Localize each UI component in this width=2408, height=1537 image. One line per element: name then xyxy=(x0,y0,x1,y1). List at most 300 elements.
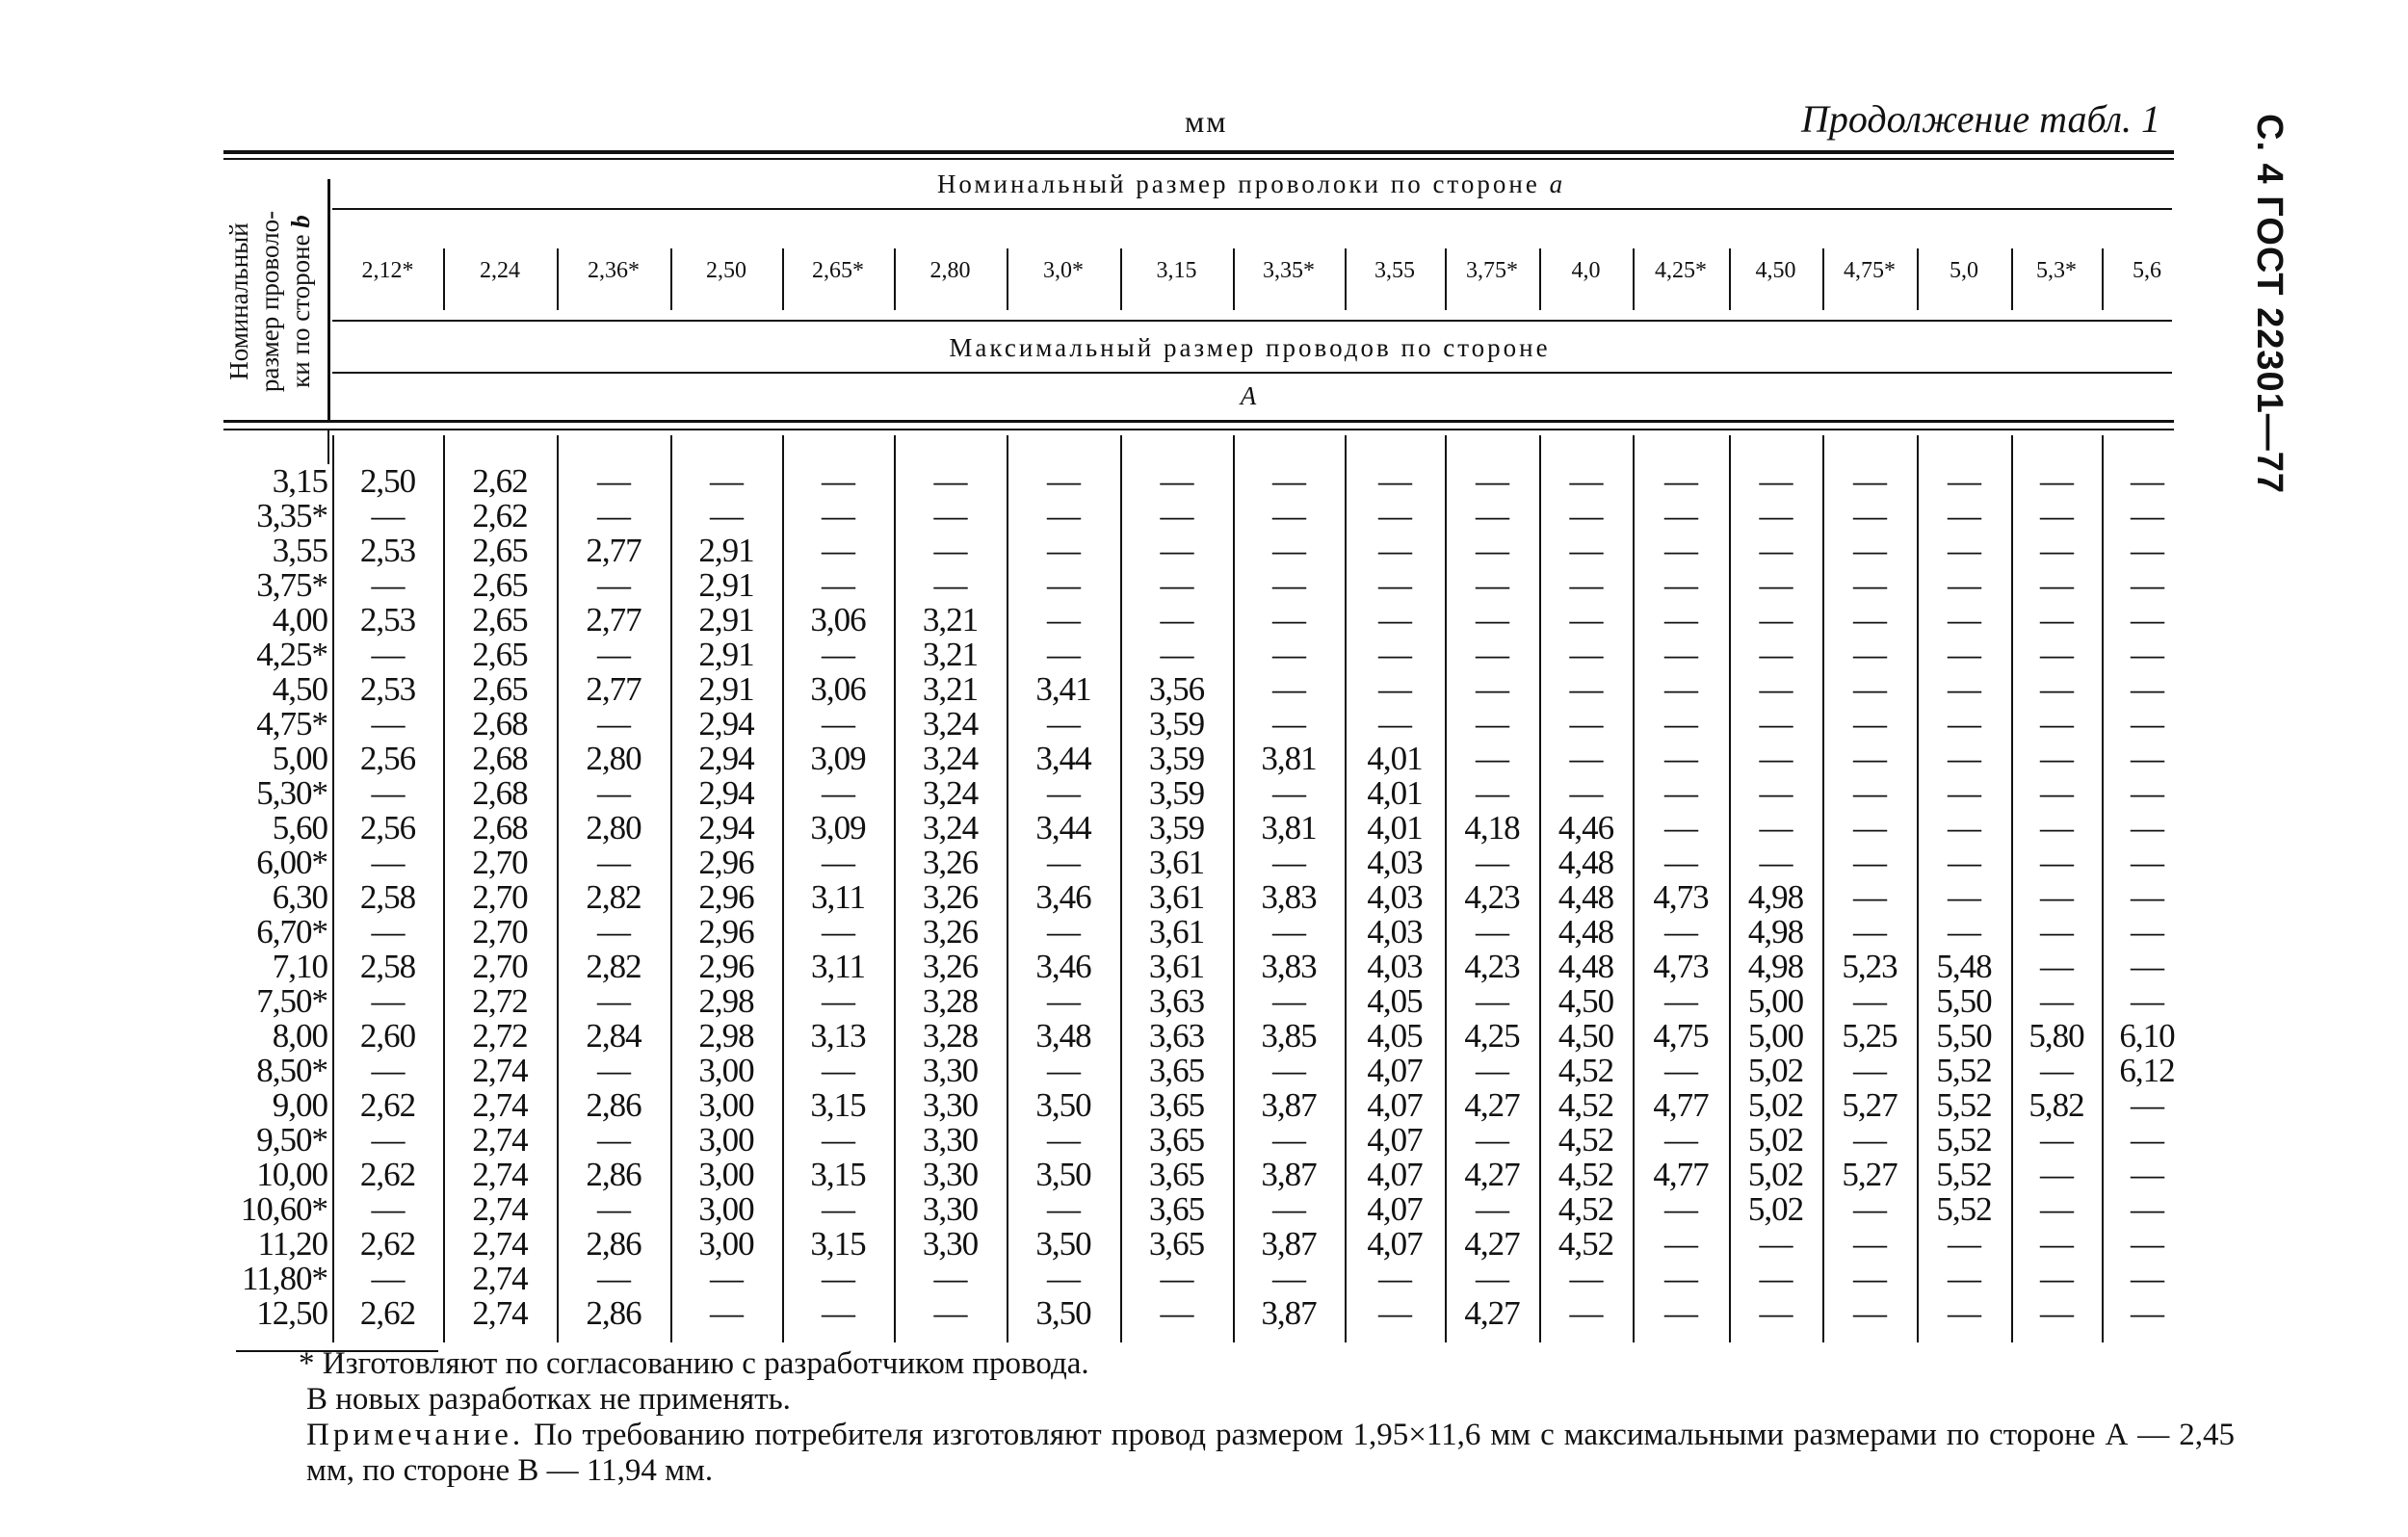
table-cell: 3,63 xyxy=(1148,1017,1205,1055)
table-cell: 3,50 xyxy=(1035,1225,1091,1263)
table-cell: 4,03 xyxy=(1367,948,1423,985)
table-cell: — xyxy=(1759,532,1793,569)
row-label: 3,15 xyxy=(272,462,327,500)
table-cell: — xyxy=(2131,1156,2163,1193)
table-cell: — xyxy=(1476,497,1508,534)
table-cell: — xyxy=(2131,497,2163,534)
table-cell: 3,65 xyxy=(1148,1190,1205,1228)
row-label: 6,70* xyxy=(256,913,327,951)
table-cell: 5,52 xyxy=(1936,1052,1992,1089)
table-cell: 2,74 xyxy=(472,1156,528,1193)
table-cell: — xyxy=(1569,670,1603,708)
table-cell: — xyxy=(1948,878,1980,916)
table-cell: 3,09 xyxy=(810,740,866,777)
column-header: 4,25* xyxy=(1655,258,1707,283)
table-cell: 2,56 xyxy=(359,740,416,777)
note-label: Примечание. xyxy=(306,1418,525,1452)
table-cell: — xyxy=(1378,532,1411,569)
table-cell: 2,86 xyxy=(586,1225,641,1263)
table-cell: — xyxy=(2040,532,2073,569)
table-cell: — xyxy=(822,1294,854,1332)
top-band-text: Номинальный размер проволоки по стороне xyxy=(936,169,1540,198)
table-cell: 3,06 xyxy=(810,601,866,638)
column-header: 3,0* xyxy=(1043,258,1084,283)
table-cell: — xyxy=(1664,566,1697,604)
table-cell: — xyxy=(2040,566,2073,604)
table-cell: — xyxy=(1272,774,1305,812)
table-cell: — xyxy=(1759,774,1793,812)
table-cell: — xyxy=(1476,670,1508,708)
table-cell: — xyxy=(822,705,854,742)
column-header: 5,0 xyxy=(1950,258,1978,283)
table-cell: — xyxy=(1476,1260,1508,1297)
table-cell: — xyxy=(1047,462,1080,500)
table-cell: — xyxy=(1047,636,1080,673)
table-cell: — xyxy=(1160,636,1193,673)
table-cell: 2,62 xyxy=(359,1225,416,1263)
mid-band: Максимальный размер проводов по стороне xyxy=(949,333,1551,362)
general-note xyxy=(289,1418,2235,1489)
column-divider xyxy=(1345,248,1347,310)
table-cell: 3,00 xyxy=(698,1052,754,1089)
table-cell: 2,98 xyxy=(698,1017,754,1055)
table-cell: 4,23 xyxy=(1464,948,1520,985)
table-cell: — xyxy=(822,774,854,812)
table-cell: 3,59 xyxy=(1148,705,1205,742)
table-cell: — xyxy=(1664,705,1697,742)
table-cell: 5,27 xyxy=(1842,1086,1898,1124)
table-cell: — xyxy=(1664,740,1697,777)
table-cell: 4,03 xyxy=(1367,844,1423,881)
table-cell: — xyxy=(1378,670,1411,708)
column-header: 3,55 xyxy=(1374,258,1415,283)
table-cell: — xyxy=(933,532,967,569)
table-cell: — xyxy=(1476,1121,1508,1159)
table-cell: — xyxy=(371,1121,405,1159)
row-label: 12,50 xyxy=(256,1294,327,1332)
table-cell: 2,65 xyxy=(472,636,528,673)
row-header-line: ки по стороне xyxy=(286,234,315,388)
table-cell: 3,30 xyxy=(922,1052,979,1089)
table-cell: 5,48 xyxy=(1936,948,1992,985)
table-cell: 3,59 xyxy=(1148,740,1205,777)
table-cell: — xyxy=(2040,948,2073,985)
table-cell: — xyxy=(2040,1156,2073,1193)
table-cell: — xyxy=(1948,913,1980,951)
table-cell: — xyxy=(2040,878,2073,916)
table-cell: 3,65 xyxy=(1148,1225,1205,1263)
table-cell: 4,52 xyxy=(1557,1225,1614,1263)
table-cell: 4,01 xyxy=(1367,774,1423,812)
table-cell: — xyxy=(1476,844,1508,881)
table-cell: 2,96 xyxy=(698,844,754,881)
table-cell: 3,87 xyxy=(1261,1294,1317,1332)
column-divider xyxy=(1007,248,1008,310)
table-cell: 3,24 xyxy=(922,809,979,847)
table-cell: 4,98 xyxy=(1747,913,1804,951)
table-cell: 4,73 xyxy=(1653,878,1709,916)
row-label: 11,80* xyxy=(242,1260,327,1297)
table-cell: — xyxy=(2040,982,2073,1020)
table-cell: 4,77 xyxy=(1653,1156,1709,1193)
table-cell: — xyxy=(1272,636,1305,673)
table-cell: 5,50 xyxy=(1936,982,1992,1020)
table-cell: 3,13 xyxy=(810,1017,866,1055)
table-cell: 3,46 xyxy=(1035,948,1091,985)
table-cell: 4,01 xyxy=(1367,809,1423,847)
page-side-label: С. 4 ГОСТ 22301—77 xyxy=(2249,114,2290,495)
table-cell: — xyxy=(371,1190,405,1228)
table-cell: — xyxy=(1853,670,1886,708)
table-cell: 3,26 xyxy=(922,844,979,881)
table-cell: — xyxy=(597,705,630,742)
table-cell: — xyxy=(1664,636,1697,673)
table-cell: 3,44 xyxy=(1035,740,1091,777)
table-cell: 2,74 xyxy=(472,1086,528,1124)
column-header: 3,75* xyxy=(1466,258,1518,283)
table-cell: 2,65 xyxy=(472,566,528,604)
table-cell: 3,30 xyxy=(922,1156,979,1193)
table-cell: — xyxy=(710,497,743,534)
table-cell: — xyxy=(822,532,854,569)
table-cell: 4,48 xyxy=(1557,844,1614,881)
table-cell: 2,58 xyxy=(359,948,416,985)
table-cell: 2,91 xyxy=(698,670,754,708)
table-cell: — xyxy=(371,844,405,881)
table-cell: 4,01 xyxy=(1367,740,1423,777)
column-divider xyxy=(1120,435,1122,1342)
table-cell: 3,15 xyxy=(810,1156,866,1193)
table-cell: — xyxy=(1664,1260,1697,1297)
row-label: 4,00 xyxy=(272,601,327,638)
table-cell: — xyxy=(1272,1121,1305,1159)
table-cell: — xyxy=(597,982,630,1020)
table-cell: — xyxy=(1160,462,1193,500)
table-cell: — xyxy=(1759,670,1793,708)
table-cell: 2,62 xyxy=(472,462,528,500)
table-cell: 2,96 xyxy=(698,948,754,985)
table-cell: 3,26 xyxy=(922,948,979,985)
table-cell: — xyxy=(2040,462,2073,500)
table-cell: — xyxy=(933,566,967,604)
table-cell: — xyxy=(1948,1294,1980,1332)
table-cell: 5,02 xyxy=(1747,1121,1804,1159)
table-cell: — xyxy=(1272,844,1305,881)
table-cell: — xyxy=(2040,844,2073,881)
table-cell: — xyxy=(1664,1121,1697,1159)
table-cell: — xyxy=(597,913,630,951)
table-cell: — xyxy=(597,462,630,500)
table-cell: — xyxy=(1272,1190,1305,1228)
table-cell: 3,61 xyxy=(1148,913,1205,951)
table-cell: — xyxy=(597,497,630,534)
table-cell: — xyxy=(1476,1052,1508,1089)
row-label: 3,35* xyxy=(256,497,327,534)
table-cell: 3,61 xyxy=(1148,844,1205,881)
table-cell: 2,72 xyxy=(472,982,528,1020)
table-cell: 3,41 xyxy=(1035,670,1091,708)
table-cell: 3,65 xyxy=(1148,1121,1205,1159)
stub-divider xyxy=(332,435,334,1342)
table-cell: — xyxy=(1378,705,1411,742)
table-cell: — xyxy=(371,982,405,1020)
table-cell: — xyxy=(597,636,630,673)
table-cell: 4,73 xyxy=(1653,948,1709,985)
table-cell: 4,52 xyxy=(1557,1121,1614,1159)
table-cell: 6,12 xyxy=(2119,1052,2175,1089)
table-cell: 3,81 xyxy=(1261,809,1317,847)
bottom-band: А xyxy=(1240,381,1260,410)
row-header-variable: b xyxy=(286,215,315,228)
table-cell: — xyxy=(2131,982,2163,1020)
table-cell: 4,25 xyxy=(1464,1017,1520,1055)
table-cell: — xyxy=(2131,913,2163,951)
table-cell: 4,07 xyxy=(1367,1121,1423,1159)
table-cell: — xyxy=(597,774,630,812)
table-cell: — xyxy=(2131,705,2163,742)
table-cell: 3,65 xyxy=(1148,1086,1205,1124)
table-cell: 3,50 xyxy=(1035,1156,1091,1193)
table-cell: — xyxy=(2040,740,2073,777)
table-cell: 2,58 xyxy=(359,878,416,916)
table-cell: 3,24 xyxy=(922,740,979,777)
table-cell: — xyxy=(933,462,967,500)
table-cell: 2,82 xyxy=(586,948,641,985)
table-cell: — xyxy=(1569,601,1603,638)
top-rule xyxy=(223,150,2174,154)
table-cell: 4,48 xyxy=(1557,878,1614,916)
table-cell: — xyxy=(1664,809,1697,847)
table-cell: — xyxy=(1664,497,1697,534)
column-divider xyxy=(782,435,784,1342)
table-cell: — xyxy=(2040,1190,2073,1228)
table-cell: 4,52 xyxy=(1557,1052,1614,1089)
table-cell: 3,00 xyxy=(698,1156,754,1193)
table-cell: 4,18 xyxy=(1464,809,1520,847)
table-cell: 3,11 xyxy=(811,948,865,985)
table-cell: 2,91 xyxy=(698,601,754,638)
table-cell: — xyxy=(1759,809,1793,847)
table-cell: 4,03 xyxy=(1367,878,1423,916)
table-cell: — xyxy=(1948,566,1980,604)
table-cell: 5,00 xyxy=(1747,1017,1804,1055)
table-cell: — xyxy=(1047,1052,1080,1089)
table-cell: — xyxy=(822,462,854,500)
table-cell: 3,81 xyxy=(1261,740,1317,777)
table-cell: 3,21 xyxy=(922,601,979,638)
table-cell: — xyxy=(2131,566,2163,604)
table-cell: — xyxy=(1047,774,1080,812)
table-cell: — xyxy=(1759,705,1793,742)
top-band xyxy=(332,169,2167,199)
table-cell: — xyxy=(1853,1190,1886,1228)
table-cell: 2,77 xyxy=(586,601,641,638)
row-label: 6,00* xyxy=(256,844,327,881)
table-cell: — xyxy=(1853,982,1886,1020)
row-label: 11,20 xyxy=(257,1225,327,1263)
table-cell: — xyxy=(2131,1225,2163,1263)
table-cell: — xyxy=(1759,1225,1793,1263)
table-cell: 4,98 xyxy=(1747,878,1804,916)
table-cell: 5,02 xyxy=(1747,1086,1804,1124)
table-cell: — xyxy=(2131,1121,2163,1159)
header-bottom-rule-thin xyxy=(223,429,2174,430)
table-cell: 3,56 xyxy=(1148,670,1205,708)
table-cell: — xyxy=(1047,1121,1080,1159)
row-header-divider xyxy=(327,179,330,420)
table-cell: 5,02 xyxy=(1747,1190,1804,1228)
table-cell: 2,86 xyxy=(586,1156,641,1193)
table-cell: — xyxy=(1047,1190,1080,1228)
table-cell: — xyxy=(1948,844,1980,881)
table-cell: — xyxy=(1853,809,1886,847)
table-cell: 2,91 xyxy=(698,566,754,604)
row-label: 5,60 xyxy=(272,809,327,847)
table-cell: — xyxy=(2131,809,2163,847)
table-cell: — xyxy=(371,636,405,673)
table-cell: — xyxy=(1948,1260,1980,1297)
table-cell: 3,00 xyxy=(698,1190,754,1228)
table-cell: 5,02 xyxy=(1747,1052,1804,1089)
column-header: 5,3* xyxy=(2036,258,2077,283)
table-cell: — xyxy=(597,1052,630,1089)
column-divider xyxy=(1445,435,1447,1342)
column-header: 5,6 xyxy=(2133,258,2161,283)
table-cell: — xyxy=(1476,705,1508,742)
table-cell: — xyxy=(1272,1052,1305,1089)
table-cell: — xyxy=(2040,1260,2073,1297)
table-cell: 2,62 xyxy=(359,1156,416,1193)
table-cell: — xyxy=(371,1260,405,1297)
table-cell: — xyxy=(1664,1225,1697,1263)
table-cell: — xyxy=(822,982,854,1020)
column-divider xyxy=(1917,435,1919,1342)
table-cell: 2,94 xyxy=(698,809,754,847)
table-cell: — xyxy=(1853,566,1886,604)
table-cell: — xyxy=(2040,601,2073,638)
table-cell: 3,61 xyxy=(1148,948,1205,985)
table-cell: 2,53 xyxy=(359,532,416,569)
table-cell: 2,60 xyxy=(359,1017,416,1055)
table-cell: — xyxy=(1272,497,1305,534)
table-cell: 2,56 xyxy=(359,809,416,847)
table-cell: 2,82 xyxy=(586,878,641,916)
table-cell: 3,65 xyxy=(1148,1052,1205,1089)
table-cell: 2,65 xyxy=(472,670,528,708)
column-divider xyxy=(894,248,896,310)
table-cell: 4,50 xyxy=(1557,1017,1614,1055)
table-cell: — xyxy=(1476,982,1508,1020)
table-cell: — xyxy=(1476,740,1508,777)
table-cell: 2,96 xyxy=(698,878,754,916)
table-cell: 2,70 xyxy=(472,948,528,985)
column-divider xyxy=(2102,248,2104,310)
table-cell: — xyxy=(933,1294,967,1332)
table-cell: — xyxy=(710,462,743,500)
row-label: 10,60* xyxy=(240,1190,327,1228)
table-cell: — xyxy=(1853,1121,1886,1159)
table-cell: 4,07 xyxy=(1367,1086,1423,1124)
table-cell: 2,70 xyxy=(472,844,528,881)
table-cell: — xyxy=(371,774,405,812)
table-cell: — xyxy=(1853,462,1886,500)
table-cell: — xyxy=(2131,878,2163,916)
column-header: 4,0 xyxy=(1571,258,1601,283)
table-cell: 3,15 xyxy=(810,1086,866,1124)
table-cell: 3,59 xyxy=(1148,774,1205,812)
table-cell: 4,50 xyxy=(1557,982,1614,1020)
table-cell: — xyxy=(1569,774,1603,812)
table-cell: — xyxy=(1047,497,1080,534)
row-label: 10,00 xyxy=(256,1156,327,1193)
table-cell: — xyxy=(2131,774,2163,812)
table-cell: — xyxy=(1272,982,1305,1020)
table-cell: — xyxy=(1569,740,1603,777)
table-cell: 4,52 xyxy=(1557,1086,1614,1124)
table-cell: 2,68 xyxy=(472,809,528,847)
table-cell: — xyxy=(1948,670,1980,708)
row-label: 4,75* xyxy=(256,705,327,742)
table-cell: 4,27 xyxy=(1464,1086,1520,1124)
table-cell: 2,94 xyxy=(698,774,754,812)
table-cell: — xyxy=(1853,705,1886,742)
top-rule-thin xyxy=(223,158,2174,160)
table-cell: 3,09 xyxy=(810,809,866,847)
column-header: 2,12* xyxy=(361,258,414,283)
column-header: 2,36* xyxy=(588,258,640,283)
table-cell: — xyxy=(1476,601,1508,638)
table-cell: 5,02 xyxy=(1747,1156,1804,1193)
table-cell: 5,52 xyxy=(1936,1190,1992,1228)
table-cell: — xyxy=(2131,532,2163,569)
table-cell: — xyxy=(2131,948,2163,985)
table-cell: 4,27 xyxy=(1464,1294,1520,1332)
note-text: По требованию потребителя изготовляют провод размером 1,95×11,6 мм с максимальными размерами по стороне А — 2,45 мм, по стороне В — 11,94 мм. xyxy=(306,1418,2235,1488)
table-cell: — xyxy=(1759,844,1793,881)
table-cell: 2,84 xyxy=(586,1017,641,1055)
table-cell: — xyxy=(371,566,405,604)
table-cell: — xyxy=(1948,1225,1980,1263)
table-cell: 4,27 xyxy=(1464,1156,1520,1193)
table-cell: — xyxy=(1272,670,1305,708)
column-divider xyxy=(782,248,784,310)
table-cell: — xyxy=(1378,497,1411,534)
table-cell: — xyxy=(2040,705,2073,742)
row-label: 7,50* xyxy=(256,982,327,1020)
column-header: 3,15 xyxy=(1156,258,1197,283)
table-cell: 5,52 xyxy=(1936,1086,1992,1124)
table-cell: — xyxy=(822,1190,854,1228)
table-cell: — xyxy=(1853,636,1886,673)
column-divider xyxy=(670,435,672,1342)
table-cell: 2,91 xyxy=(698,636,754,673)
table-cell: 2,74 xyxy=(472,1190,528,1228)
column-divider xyxy=(557,435,559,1342)
table-cell: 3,15 xyxy=(810,1225,866,1263)
table-cell: 5,52 xyxy=(1936,1121,1992,1159)
asterisk-note: * Изготовляют по согласованию с разработчиком провода. xyxy=(299,1346,1089,1381)
table-cell: 3,87 xyxy=(1261,1156,1317,1193)
table-cell: — xyxy=(1664,1294,1697,1332)
notes xyxy=(289,1346,2235,1489)
table-cell: — xyxy=(1272,1260,1305,1297)
table-cell: — xyxy=(1160,497,1193,534)
table-cell: — xyxy=(1759,636,1793,673)
table-cell: — xyxy=(1569,566,1603,604)
column-divider xyxy=(2102,435,2104,1342)
column-divider xyxy=(670,248,672,310)
table-cell: — xyxy=(1759,497,1793,534)
